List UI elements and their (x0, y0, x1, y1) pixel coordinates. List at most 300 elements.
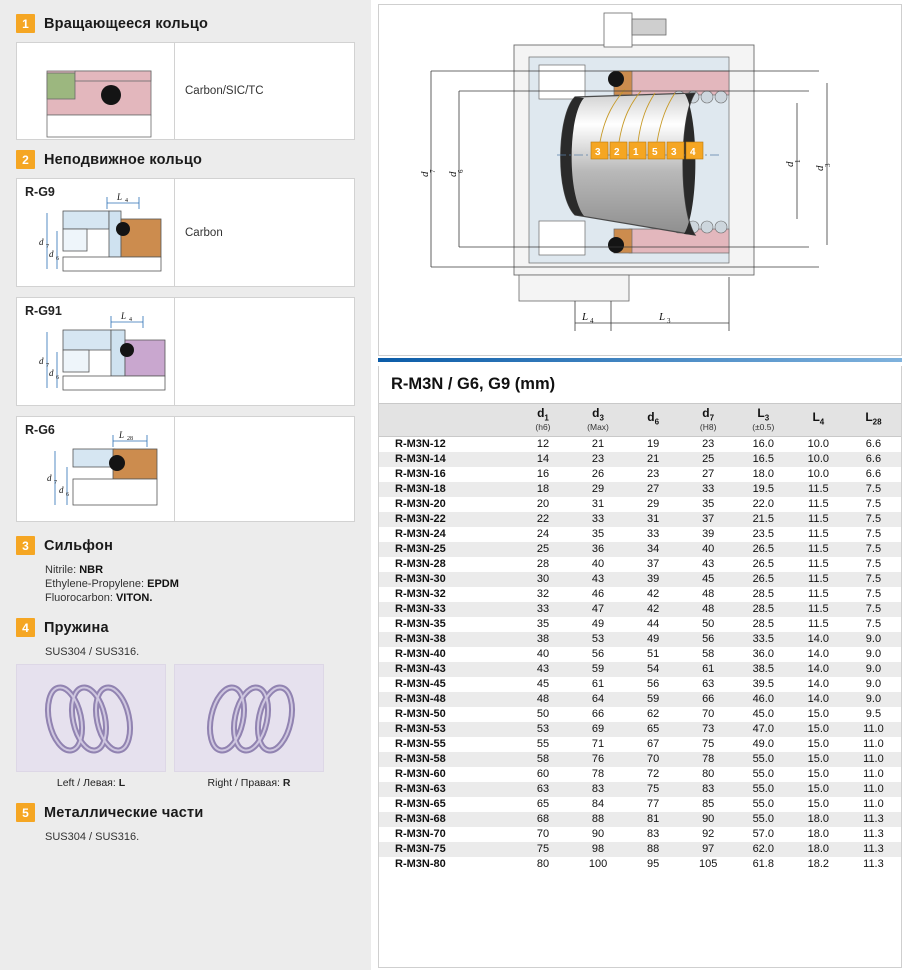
cell-value: 11.0 (846, 722, 901, 737)
cell-value: 7.5 (865, 618, 882, 631)
svg-text:7: 7 (429, 169, 437, 173)
cell-value: 10.0 (807, 468, 830, 481)
cell-value: 33 (681, 482, 736, 497)
cell-model: R-M3N-80 (395, 858, 446, 871)
table-row (379, 677, 901, 692)
material-note: Carbon (185, 226, 223, 239)
cell-model: R-M3N-25 (379, 542, 515, 557)
figure-label: R-G6 (25, 423, 55, 437)
figure-spring-right (174, 664, 324, 772)
cell-value: 15.0 (791, 752, 846, 767)
svg-text:L: L (582, 311, 589, 323)
cell-value: 73 (681, 722, 736, 737)
svg-text:d: d (47, 473, 52, 483)
cell-value: 20 (536, 498, 550, 511)
figure-rotating-ring (17, 43, 175, 139)
cell-value: 59 (571, 662, 626, 677)
cell-value: 11.3 (863, 828, 884, 841)
cell-value: 46.0 (736, 692, 791, 707)
svg-text:d: d (419, 171, 431, 177)
table-row (379, 497, 901, 512)
svg-text:d: d (49, 249, 54, 259)
cell-value: 21 (626, 452, 681, 467)
spring-caption-code: L (118, 777, 126, 789)
svg-text:d: d (814, 165, 826, 171)
svg-text:d: d (447, 171, 459, 177)
cell-model: R-M3N-16 (395, 468, 446, 481)
table-row (379, 572, 901, 587)
cell-value: 56 (681, 632, 736, 647)
cell-value: 18.2 (807, 858, 830, 871)
cell-value: 9.0 (865, 678, 882, 691)
cell-value: 56 (591, 648, 605, 661)
cell-value: 64 (571, 692, 626, 707)
svg-text:6: 6 (457, 169, 465, 173)
material-label: Fluorocarbon: (45, 592, 113, 604)
cell-value: 11.5 (808, 618, 829, 631)
cell-value: 62.0 (736, 842, 791, 857)
svg-text:d: d (49, 368, 54, 378)
cell-model: R-M3N-75 (379, 842, 515, 857)
cell-value: 7.5 (846, 602, 901, 617)
cell-value: 55.0 (736, 812, 791, 827)
cell-value: 80 (702, 768, 715, 781)
cell-value: 56 (646, 678, 660, 691)
cell-value: 67 (646, 738, 660, 751)
cell-value: 55.0 (736, 752, 791, 767)
svg-text:6: 6 (56, 375, 59, 381)
cell-value: 14.0 (791, 632, 846, 647)
cell-value: 61.8 (752, 858, 774, 871)
cell-value: 62 (646, 708, 660, 721)
svg-text:28: 28 (127, 436, 133, 442)
cell-value: 97 (681, 842, 736, 857)
cell-value: 25 (681, 452, 736, 467)
cell-value: 53 (515, 722, 570, 737)
cell-value: 28.5 (736, 602, 791, 617)
cell-value: 45 (536, 678, 550, 691)
table-body (379, 436, 901, 872)
cell-value: 55.0 (752, 768, 774, 781)
cell-value: 11.3 (846, 812, 901, 827)
cell-value: 15.0 (791, 782, 846, 797)
cell-value: 43 (515, 662, 570, 677)
cell-value: 50 (702, 618, 715, 631)
material-note (175, 298, 354, 405)
col-head-d7: $d_7$ (H8) (681, 404, 736, 437)
cell-value: 48 (515, 692, 570, 707)
cell-value: 6.6 (846, 452, 901, 467)
cell-value: 95 (646, 858, 660, 871)
cell-value: 33 (646, 528, 660, 541)
cell-value: 15.0 (807, 738, 830, 751)
table-row (379, 767, 901, 782)
cell-value: 15.0 (791, 722, 846, 737)
svg-text:L: L (659, 311, 666, 323)
cell-value: 68 (515, 812, 570, 827)
svg-text:7: 7 (54, 480, 57, 486)
cell-value: 10.0 (807, 438, 830, 451)
cell-value: 18.0 (807, 828, 830, 841)
cell-value: 40 (591, 558, 605, 571)
cell-value: 63 (702, 678, 715, 691)
cell-model: R-M3N-45 (395, 678, 446, 691)
cell-value: 7.5 (865, 558, 882, 571)
cell-model: R-M3N-58 (379, 752, 515, 767)
cell-value: 23.5 (752, 528, 774, 541)
components-panel (0, 0, 372, 970)
component-card-rg91 (16, 297, 355, 406)
cell-value: 7.5 (865, 528, 882, 541)
cell-value: 11.5 (808, 558, 829, 571)
cell-value: 37 (681, 512, 736, 527)
cell-value: 14.0 (791, 662, 846, 677)
col-head-l4: $L_4$ (791, 404, 846, 437)
table-row (379, 482, 901, 497)
figure-rg91 (17, 298, 175, 405)
cell-value: 70 (626, 752, 681, 767)
cell-model: R-M3N-12 (395, 438, 446, 451)
cell-value: 15.0 (807, 708, 830, 721)
cell-model: R-M3N-50 (395, 708, 446, 721)
cell-value: 19 (646, 438, 660, 451)
cell-value: 47 (571, 602, 626, 617)
cell-value: 35 (536, 618, 550, 631)
cell-model: R-M3N-38 (379, 632, 515, 647)
cell-model: R-M3N-63 (379, 782, 515, 797)
cell-value: 39.5 (752, 678, 774, 691)
cell-model: R-M3N-53 (379, 722, 515, 737)
material-label: Ethylene-Propylene: (45, 578, 145, 590)
cell-value: 10.0 (791, 452, 846, 467)
section-number-badge: 1 (16, 14, 35, 33)
cell-value: 85 (702, 798, 715, 811)
section-header-stationary-ring (16, 150, 355, 169)
table-row (379, 527, 901, 542)
table-row (379, 467, 901, 482)
cell-value: 11.5 (791, 602, 846, 617)
cell-value: 49.0 (752, 738, 774, 751)
cell-value: 61 (591, 678, 605, 691)
cell-value: 55.0 (736, 782, 791, 797)
cell-value: 90 (591, 828, 605, 841)
cell-value: 11.0 (863, 738, 884, 751)
cell-value: 46 (591, 588, 605, 601)
cell-value: 29 (646, 498, 660, 511)
cell-value: 65 (626, 722, 681, 737)
cell-value: 7.5 (846, 482, 901, 497)
cell-value: 28.5 (752, 588, 774, 601)
cell-value: 11.5 (808, 498, 829, 511)
cell-value: 66 (681, 692, 736, 707)
cell-value: 15.0 (807, 768, 830, 781)
cell-value: 35 (591, 528, 605, 541)
svg-text:1: 1 (633, 147, 639, 158)
table-row (379, 602, 901, 617)
cell-value: 71 (591, 738, 605, 751)
section-title: Сильфон (44, 537, 114, 554)
material-label: Nitrile: (45, 564, 77, 576)
cell-value: 7.5 (865, 498, 882, 511)
table-row (379, 662, 901, 677)
spring-caption-text: Right / Правая: (207, 777, 283, 789)
material-value: VITON. (115, 592, 153, 604)
dimensions-table-panel (378, 366, 902, 968)
svg-text:L: L (117, 192, 123, 202)
cell-value: 44 (646, 618, 660, 631)
cell-value: 18 (515, 482, 570, 497)
cell-value: 31 (626, 512, 681, 527)
cell-value: 21 (591, 438, 605, 451)
cell-model: R-M3N-24 (395, 528, 446, 541)
spring-right-icon (175, 665, 325, 773)
cell-value: 18.0 (791, 842, 846, 857)
table-row (379, 692, 901, 707)
figure-label: R-G9 (25, 185, 55, 199)
metal-parts-material: SUS304 / SUS316. (45, 831, 140, 843)
cell-value: 11.5 (791, 572, 846, 587)
cell-value: 75 (626, 782, 681, 797)
table-row (379, 707, 901, 722)
cell-model: R-M3N-40 (395, 648, 446, 661)
spring-right-caption (174, 777, 324, 789)
cell-model: R-M3N-22 (379, 512, 515, 527)
spring-right-block (174, 664, 324, 789)
cell-model: R-M3N-32 (395, 588, 446, 601)
svg-text:3: 3 (671, 147, 677, 158)
cell-value: 33 (515, 602, 570, 617)
cell-value: 61 (681, 662, 736, 677)
cell-value: 34 (626, 542, 681, 557)
table-row (379, 842, 901, 857)
cell-value: 45.0 (752, 708, 774, 721)
section-header-bellows (16, 536, 355, 555)
table-row (379, 557, 901, 572)
spring-left-block (16, 664, 166, 789)
section-title: Пружина (44, 619, 109, 636)
cell-value: 100 (588, 858, 608, 871)
material-value: NBR (79, 564, 104, 576)
cell-model: R-M3N-18 (379, 482, 515, 497)
svg-text:d: d (39, 237, 44, 247)
cell-value: 11.5 (791, 482, 846, 497)
cell-value: 47.0 (736, 722, 791, 737)
cell-value: 24 (536, 528, 550, 541)
cell-value: 42 (626, 602, 681, 617)
svg-text:d: d (784, 161, 796, 167)
table-row (379, 452, 901, 467)
cell-value: 27 (702, 468, 715, 481)
svg-text:d: d (59, 485, 64, 495)
svg-text:4: 4 (590, 317, 594, 325)
cell-value: 54 (626, 662, 681, 677)
cell-value: 80 (536, 858, 550, 871)
cell-value: 26.5 (736, 542, 791, 557)
cell-value: 6.6 (865, 438, 882, 451)
cell-value: 14.0 (807, 648, 830, 661)
cell-value: 60 (536, 768, 550, 781)
cell-value: 33.5 (736, 632, 791, 647)
figure-rg6 (17, 417, 175, 521)
cell-value: 78 (591, 768, 605, 781)
material-note (175, 417, 354, 521)
table-row (379, 587, 901, 602)
cell-value: 11.5 (791, 542, 846, 557)
cell-value: 7.5 (846, 542, 901, 557)
cell-value: 39 (626, 572, 681, 587)
cell-value: 25 (515, 542, 570, 557)
spring-caption-text: Left / Левая: (56, 777, 119, 789)
cell-value: 7.5 (846, 512, 901, 527)
cell-value: 12 (536, 438, 550, 451)
cell-value: 42 (646, 588, 660, 601)
cell-model: R-M3N-48 (379, 692, 515, 707)
cell-value: 36.0 (752, 648, 774, 661)
cell-model: R-M3N-14 (379, 452, 515, 467)
table-row (379, 782, 901, 797)
cell-value: 26 (591, 468, 605, 481)
cell-value: 49 (626, 632, 681, 647)
cell-value: 16.5 (736, 452, 791, 467)
cell-value: 11.5 (808, 588, 829, 601)
svg-text:7: 7 (46, 244, 49, 250)
col-head-d6: $d_6$ (626, 404, 681, 437)
cell-value: 11.5 (791, 512, 846, 527)
component-card-rg6 (16, 416, 355, 522)
bellows-materials (16, 564, 355, 604)
section-divider (378, 358, 902, 362)
cell-value: 22 (515, 512, 570, 527)
cell-value: 16 (536, 468, 550, 481)
cell-value: 35 (702, 498, 715, 511)
svg-text:7: 7 (46, 363, 49, 369)
svg-text:1: 1 (794, 159, 802, 163)
spring-material: SUS304 / SUS316. (45, 646, 140, 658)
cell-value: 75 (702, 738, 715, 751)
cell-value: 70 (536, 828, 550, 841)
cell-value: 11.3 (863, 858, 884, 871)
cell-value: 75 (515, 842, 570, 857)
cell-model: R-M3N-20 (395, 498, 446, 511)
cell-value: 78 (681, 752, 736, 767)
section-title: Вращающееся кольцо (44, 15, 209, 32)
cell-value: 90 (681, 812, 736, 827)
cell-model: R-M3N-43 (379, 662, 515, 677)
cell-value: 9.0 (846, 632, 901, 647)
dimensions-table (379, 403, 901, 872)
cell-value: 43 (702, 558, 715, 571)
material-note: Carbon/SIC/TC (185, 85, 264, 97)
cell-value: 36 (571, 542, 626, 557)
cell-value: 31 (591, 498, 605, 511)
section-header-spring (16, 618, 355, 637)
cell-value: 21.5 (736, 512, 791, 527)
cell-value: 11.0 (846, 752, 901, 767)
cell-value: 33 (571, 512, 626, 527)
cell-value: 55.0 (752, 798, 774, 811)
cell-value: 11.3 (846, 842, 901, 857)
cell-value: 16.0 (752, 438, 774, 451)
cell-value: 58 (702, 648, 715, 661)
cell-value: 88 (626, 842, 681, 857)
cell-value: 53 (571, 632, 626, 647)
cell-value: 6.6 (865, 468, 882, 481)
assembly-drawing (378, 4, 902, 356)
seal-assembly-diagram-icon (379, 5, 901, 355)
cell-value: 88 (571, 812, 626, 827)
cell-value: 40 (681, 542, 736, 557)
section-header-rotating-ring (16, 14, 355, 33)
material-row (45, 592, 355, 604)
cell-model: R-M3N-30 (379, 572, 515, 587)
cell-model: R-M3N-28 (395, 558, 446, 571)
svg-text:L: L (121, 311, 127, 321)
svg-text:4: 4 (690, 147, 696, 158)
cell-value: 50 (536, 708, 550, 721)
col-head-l28: $L_{28}$ (846, 404, 901, 437)
table-row (379, 722, 901, 737)
svg-text:2: 2 (614, 147, 620, 158)
section-title: Неподвижное кольцо (44, 151, 203, 168)
cell-value: 39 (702, 528, 715, 541)
svg-text:5: 5 (652, 147, 658, 158)
section-number-badge: 2 (16, 150, 35, 169)
cell-value: 92 (702, 828, 715, 841)
cell-value: 59 (626, 692, 681, 707)
col-head-model (379, 404, 515, 437)
spring-figures (16, 664, 355, 789)
svg-text:L: L (119, 430, 125, 440)
spring-left-icon (17, 665, 167, 773)
figure-spring-left (16, 664, 166, 772)
cell-model: R-M3N-55 (395, 738, 446, 751)
cell-value: 76 (571, 752, 626, 767)
cell-value: 37 (646, 558, 660, 571)
svg-text:6: 6 (66, 492, 69, 498)
cell-model: R-M3N-60 (395, 768, 446, 781)
table-header-row (379, 404, 901, 437)
table-row (379, 827, 901, 842)
cell-value: 18.0 (752, 468, 774, 481)
table-row (379, 436, 901, 452)
cell-value: 55 (536, 738, 550, 751)
cell-value: 9.0 (846, 692, 901, 707)
figure-rg9 (17, 179, 175, 286)
table-row (379, 647, 901, 662)
cell-value: 43 (571, 572, 626, 587)
component-card-rg9 (16, 178, 355, 287)
cell-value: 11.0 (863, 798, 884, 811)
cell-value: 15.0 (807, 798, 830, 811)
cell-value: 69 (571, 722, 626, 737)
cell-value: 14.0 (807, 678, 830, 691)
cell-value: 66 (591, 708, 605, 721)
cell-model: R-M3N-35 (395, 618, 446, 631)
cell-value: 23 (702, 438, 715, 451)
table-row (379, 797, 901, 812)
cell-value: 18.0 (791, 812, 846, 827)
section-number-badge: 5 (16, 803, 35, 822)
figure-label: R-G91 (25, 304, 62, 318)
cell-value: 14 (515, 452, 570, 467)
svg-text:3: 3 (667, 317, 671, 325)
cell-value: 14.0 (791, 692, 846, 707)
svg-text:3: 3 (824, 163, 832, 167)
cell-value: 23 (571, 452, 626, 467)
section-header-metal-parts (16, 803, 355, 822)
material-row (45, 578, 355, 590)
table-title: R-M3N / G6, G9 (mm) (391, 375, 556, 393)
